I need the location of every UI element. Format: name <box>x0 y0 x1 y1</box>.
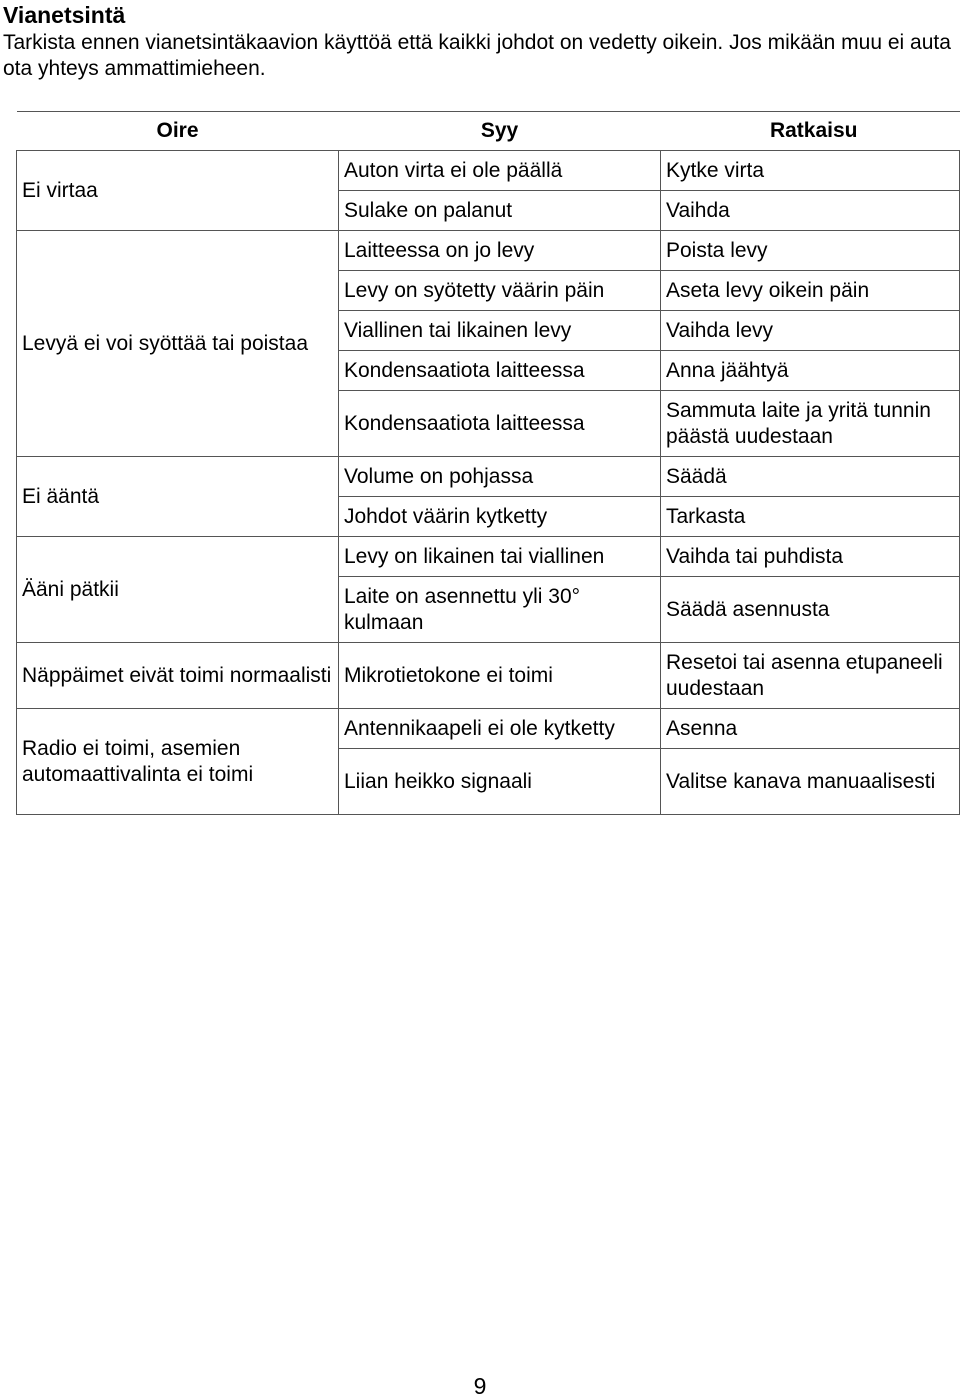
fault-cell: Ääni pätkii <box>17 537 339 643</box>
cause-cell: Johdot väärin kytketty <box>339 497 661 537</box>
solution-cell: Vaihda tai puhdista <box>661 537 960 577</box>
table-row <box>17 709 960 749</box>
fault-cell: Ei ääntä <box>17 457 339 537</box>
solution-cell: Säädä <box>661 457 960 497</box>
solution-cell: Kytke virta <box>661 151 960 191</box>
solution-cell: Sammuta laite ja yritä tunnin päästä uudestaan <box>661 391 960 457</box>
cause-cell: Laitteessa on jo levy <box>339 231 661 271</box>
solution-cell: Aseta levy oikein päin <box>661 271 960 311</box>
solution-cell: Anna jäähtyä <box>661 351 960 391</box>
solution-cell: Poista levy <box>661 231 960 271</box>
cause-cell: Levy on likainen tai viallinen <box>339 537 661 577</box>
table-header-row <box>17 112 960 151</box>
table-row <box>17 457 960 497</box>
cause-cell: Sulake on palanut <box>339 191 661 231</box>
intro-text: Tarkista ennen vianetsintäkaavion käyttöä että kaikki johdot on vedetty oikein. Jos mikään muu ei auta ota yhteys ammattimieheen. <box>3 31 951 80</box>
fault-cell: Levyä ei voi syöttää tai poistaa <box>17 231 339 457</box>
table-row <box>17 231 960 271</box>
cause-cell: Antennikaapeli ei ole kytketty <box>339 709 661 749</box>
table-row <box>17 537 960 577</box>
cause-cell: Kondensaatiota laitteessa <box>339 391 661 457</box>
solution-cell: Tarkasta <box>661 497 960 537</box>
solution-cell: Asenna <box>661 709 960 749</box>
solution-cell: Resetoi tai asenna etupaneeli uudestaan <box>661 643 960 709</box>
cause-cell: Liian heikko signaali <box>339 749 661 815</box>
solution-cell: Vaihda <box>661 191 960 231</box>
table-row <box>17 151 960 191</box>
cause-cell: Volume on pohjassa <box>339 457 661 497</box>
fault-cell: Radio ei toimi, asemien automaattivalinta ei toimi <box>17 709 339 815</box>
cause-cell: Levy on syötetty väärin päin <box>339 271 661 311</box>
cause-cell: Viallinen tai likainen levy <box>339 311 661 351</box>
troubleshooting-table <box>16 111 960 815</box>
page-title: Vianetsintä <box>3 2 126 28</box>
fault-cell: Näppäimet eivät toimi normaalisti <box>17 643 339 709</box>
cause-cell: Laite on asennettu yli 30° kulmaan <box>339 577 661 643</box>
cause-cell: Auton virta ei ole päällä <box>339 151 661 191</box>
header-cause: Syy <box>480 119 519 142</box>
cause-cell: Kondensaatiota laitteessa <box>339 351 661 391</box>
page-number: 9 <box>473 1373 487 1399</box>
cause-cell: Mikrotietokone ei toimi <box>339 643 661 709</box>
table-row <box>17 643 960 709</box>
header-fault: Oire <box>156 119 199 142</box>
header-solution: Ratkaisu <box>769 119 858 142</box>
solution-cell: Säädä asennusta <box>661 577 960 643</box>
solution-cell: Valitse kanava manuaalisesti <box>661 749 960 815</box>
fault-cell: Ei virtaa <box>17 151 339 231</box>
solution-cell: Vaihda levy <box>661 311 960 351</box>
